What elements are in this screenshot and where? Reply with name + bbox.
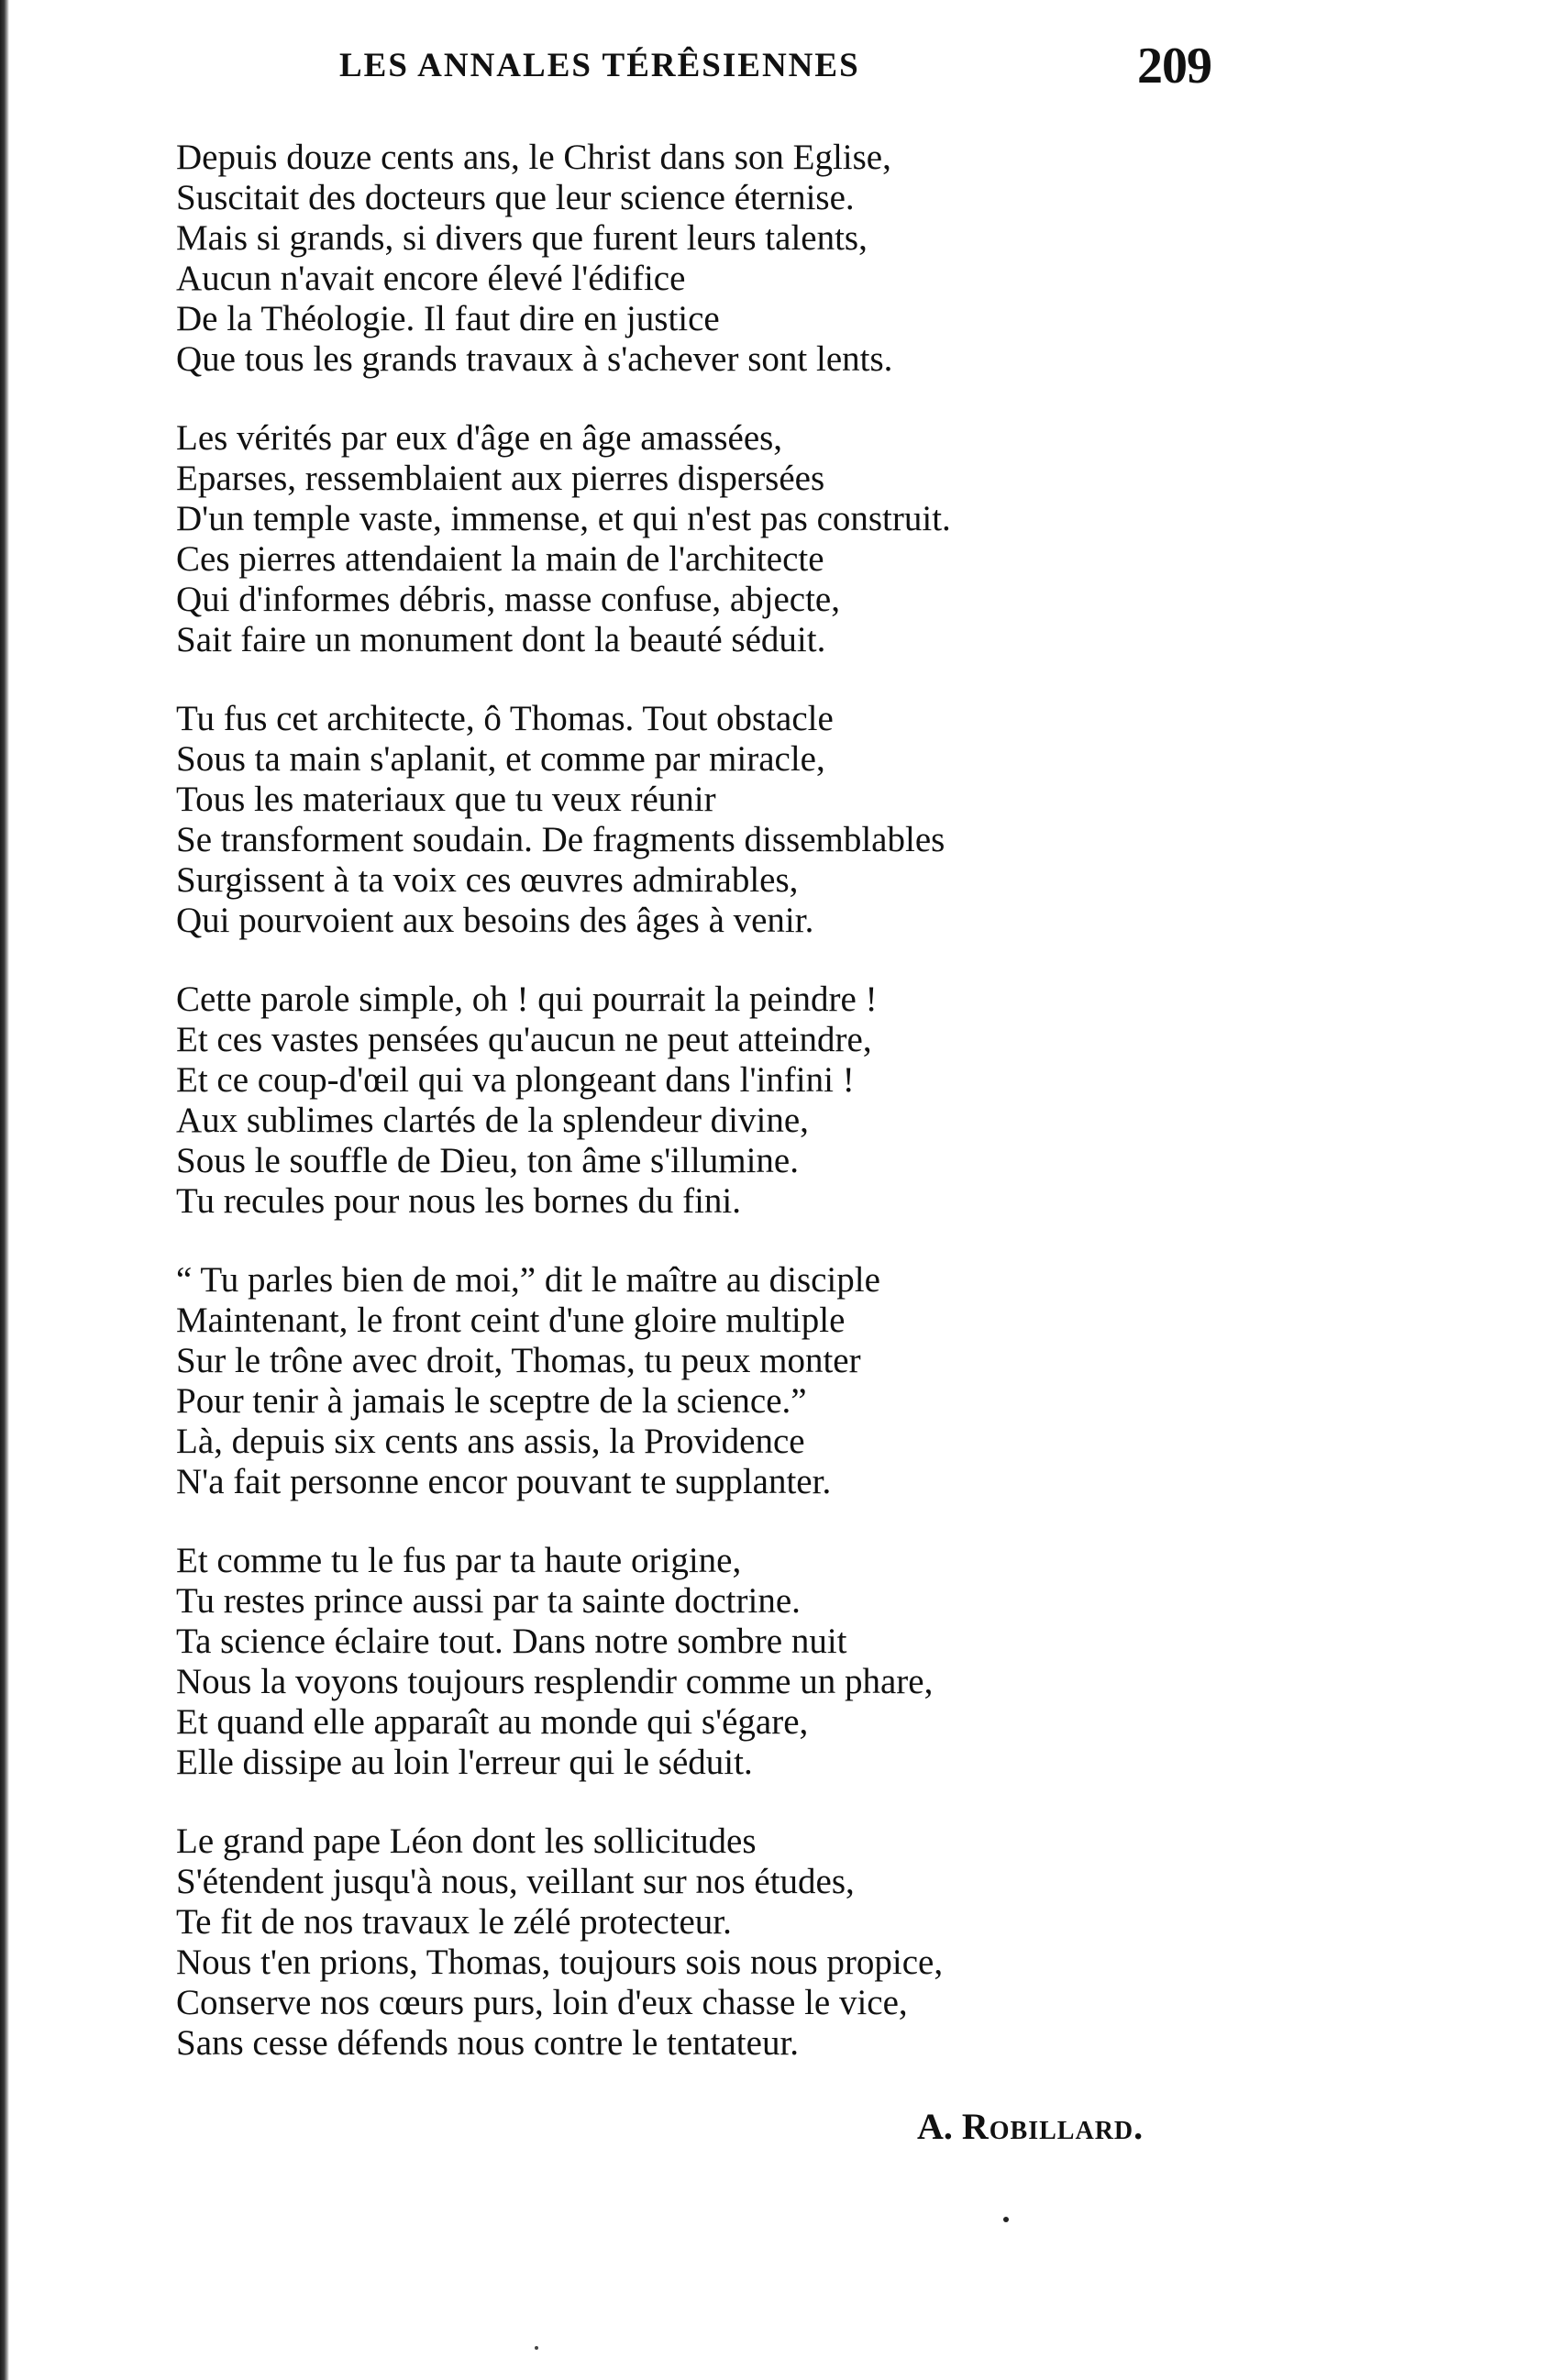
verse-line: Et quand elle apparaît au monde qui s'égare, [176, 1702, 809, 1742]
author-initial: A. [917, 2106, 953, 2147]
verse-line: Surgissent à ta voix ces œuvres admirables, [176, 860, 799, 900]
verse-line: Sans cesse défends nous contre le tentateur. [176, 2023, 800, 2063]
verse-line: Elle dissipe au loin l'erreur qui le séduit. [176, 1743, 753, 1782]
author-surname: Robillard. [961, 2106, 1144, 2147]
verse-line: Maintenant, le front ceint d'une gloire multiple [176, 1301, 846, 1340]
ink-speck [1003, 2217, 1009, 2222]
verse-line: Nous la voyons toujours resplendir comme un phare, [176, 1662, 934, 1701]
verse-line: Là, depuis six cents ans assis, la Providence [176, 1422, 805, 1461]
verse-line: Sous ta main s'aplanit, et comme par miracle, [176, 739, 825, 779]
running-title: LES ANNALES TÉRÊSIENNES [339, 47, 860, 84]
verse-line: Qui pourvoient aux besoins des âges à venir. [176, 901, 814, 940]
verse-line: Cette parole simple, oh ! qui pourrait la peindre ! [176, 980, 878, 1019]
verse-line: Tu fus cet architecte, ô Thomas. Tout obstacle [176, 699, 834, 738]
verse-line: Mais si grands, si divers que furent leurs talents, [176, 218, 868, 258]
verse-line: Sur le trône avec droit, Thomas, tu peux monter [176, 1341, 861, 1380]
verse-line: Nous t'en prions, Thomas, toujours sois nous propice, [176, 1943, 944, 1982]
verse-line: Le grand pape Léon dont les sollicitudes [176, 1821, 757, 1861]
verse-line: De la Théologie. Il faut dire en justice [176, 299, 720, 338]
verse-line: “ Tu parles bien de moi,” dit le maître au disciple [176, 1260, 880, 1300]
verse-line: Sait faire un monument dont la beauté séduit. [176, 620, 826, 659]
verse-line: S'étendent jusqu'à nous, veillant sur nos études, [176, 1862, 855, 1901]
verse-line: Suscitait des docteurs que leur science éternise. [176, 178, 855, 217]
verse-line: Tu restes prince aussi par ta sainte doctrine. [176, 1581, 801, 1621]
verse-line: Ta science éclaire tout. Dans notre sombre nuit [176, 1622, 847, 1661]
verse-line: Tous les materiaux que tu veux réunir [176, 780, 716, 819]
verse-line: Aucun n'avait encore élevé l'édifice [176, 259, 686, 298]
ink-speck [535, 2346, 538, 2350]
verse-line: Que tous les grands travaux à s'achever sont lents. [176, 339, 893, 379]
verse-line: Et ces vastes pensées qu'aucun ne peut atteindre, [176, 1020, 872, 1059]
verse-line: Conserve nos cœurs purs, loin d'eux chasse le vice, [176, 1983, 908, 2022]
verse-line: Ces pierres attendaient la main de l'architecte [176, 539, 824, 579]
verse-line: Eparses, ressemblaient aux pierres dispersées [176, 459, 825, 498]
verse-line: Qui d'informes débris, masse confuse, abjecte, [176, 580, 840, 619]
verse-line: Les vérités par eux d'âge en âge amassées, [176, 418, 783, 458]
page-number: 209 [1137, 38, 1211, 94]
verse-line: Depuis douze cents ans, le Christ dans son Eglise, [176, 138, 891, 177]
verse-line: Aux sublimes clartés de la splendeur divine, [176, 1101, 809, 1140]
verse-line: Pour tenir à jamais le sceptre de la science.” [176, 1381, 807, 1421]
verse-line: Et comme tu le fus par ta haute origine, [176, 1541, 742, 1580]
verse-line: Se transforment soudain. De fragments dissemblables [176, 820, 945, 859]
verse-line: Et ce coup-d'œil qui va plongeant dans l'infini ! [176, 1060, 855, 1100]
verse-line: Sous le souffle de Dieu, ton âme s'illumine. [176, 1141, 799, 1180]
verse-line: Te fit de nos travaux le zélé protecteur. [176, 1902, 732, 1942]
verse-line: Tu recules pour nous les bornes du fini. [176, 1181, 742, 1221]
verse-line: N'a fait personne encor pouvant te supplanter. [176, 1462, 832, 1501]
verse-line: D'un temple vaste, immense, et qui n'est pas construit. [176, 499, 951, 538]
